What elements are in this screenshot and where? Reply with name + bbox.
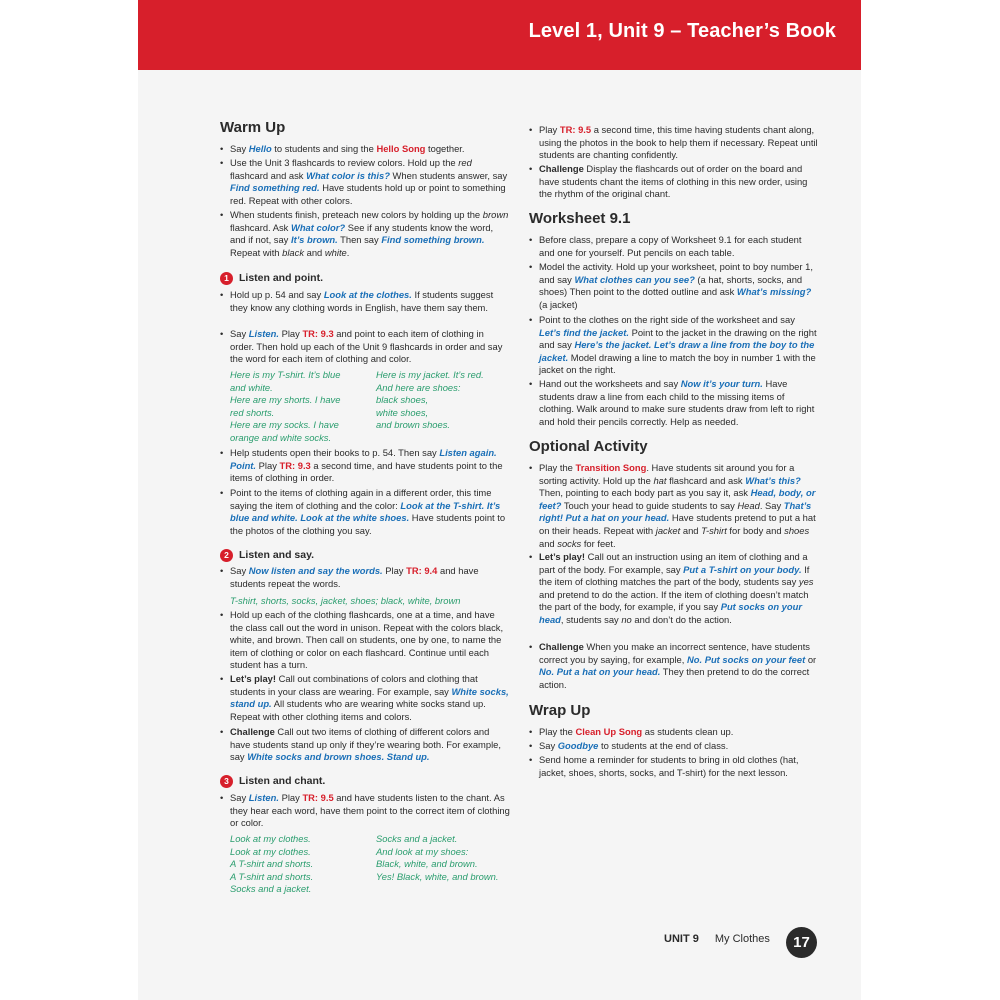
footer-unit-label: UNIT 9 (664, 933, 699, 945)
s2-bullet-1: • Say Now listen and say the words. Play TR: 9.4 and have students repeat the words. (220, 565, 510, 590)
section-2-heading: 2 Listen and say. (220, 549, 314, 562)
s3-chant-right: Socks and a jacket. And look at my shoes: Black, white, and brown. Yes! Black, white, and brown. (376, 833, 499, 882)
page-number-badge: 17 (786, 927, 817, 958)
header-banner (138, 0, 861, 70)
warmup-bullet-3: • When students finish, preteach new colors by holding up the brown flashcard. Ask What color? See if any students know the word, and if not, say It’s brown. Then say Find something brown. Repeat with black and white. (220, 209, 510, 259)
wrapup-heading: Wrap Up (529, 702, 591, 719)
s2-bullet-4: • Challenge Call out two items of clothing of different colors and have students stand up only if they’re wearing both. For example, say White socks and brown shoes. Stand up. (220, 726, 510, 764)
warmup-heading: Warm Up (220, 119, 286, 136)
s1-bullet-2: • Say Listen. Play TR: 9.3 and point to each item of clothing in order. Then hold up each of the Unit 9 flashcards in order and say the word for each item of clothing and color. (220, 328, 510, 366)
page-footer (664, 933, 810, 951)
section-number-badge: 2 (220, 549, 233, 562)
optional-bullet-1: • Play the Transition Song. Have students sit around you for a sorting activity. Hold up the hat flashcard and ask What’s this? Then, pointing to each body part as you say it, ask Head, body, or feet? Touch your head to guide students to say Head. Say That’s right! Put a hat on your head. Have students pretend to put a hat on their heads. Repeat with jacket and T-shirt for body and shoes and socks for feet. (529, 462, 819, 550)
section-number-badge: 3 (220, 775, 233, 788)
chant-bullet-1: • Play TR: 9.5 a second time, this time having students chant along, using the photos in the book to help them if necessary. Repeat until students are chanting confidently. (529, 124, 819, 162)
s2-bullet-2: • Hold up each of the clothing flashcards, one at a time, and have the class call out the word in unison. Repeat with the colors black, white, and brown. Then call on students, one by one, to name the item of clothing or color on each flashcard. Continue until each student has a turn. (220, 609, 510, 672)
s2-word-list: T-shirt, shorts, socks, jacket, shoes; black, white, brown (230, 595, 461, 606)
s3-chant-left: Look at my clothes. Look at my clothes. A T-shirt and shorts. A T-shirt and shorts. Socks and a jacket. (230, 833, 314, 895)
footer-unit-title: My Clothes (714, 933, 770, 945)
chant-bullet-2: • Challenge Display the flashcards out of order on the board and have students chant the items of clothing in this new order, using the rhythm of the original chant. (529, 163, 819, 201)
s2-bullet-3: • Let’s play! Call out combinations of colors and clothing that students in your class are wearing. For example, say White socks, stand up. All students who are wearing white socks stand up. Repeat with other clothing items and colors. (220, 673, 510, 723)
optional-heading: Optional Activity (529, 438, 648, 455)
worksheet-bullet-4: • Hand out the worksheets and say Now it’s your turn. Have students draw a line from each child to the missing items of clothing. Walk around to make sure students draw from left to right and hold their pencils correctly. Help as needed. (529, 378, 819, 428)
s1-bullet-1: • Hold up p. 54 and say Look at the clothes. If students suggest they know any clothing words in English, have them say them. (220, 289, 510, 314)
warmup-bullet-1: • Say Hello to students and sing the Hello Song together. (220, 143, 510, 156)
worksheet-heading: Worksheet 9.1 (529, 210, 631, 227)
s3-bullet-1: • Say Listen. Play TR: 9.5 and have students listen to the chant. As they hear each word, have them point to the correct item of clothing or color. (220, 792, 510, 830)
worksheet-bullet-3: • Point to the clothes on the right side of the worksheet and say Let’s find the jacket. Point to the jacket in the drawing on the right and say Here’s the jacket. Let’s draw a line from the boy to the jacket. Model drawing a line to match the boy in number 1 with the jacket on the right. (529, 314, 819, 377)
optional-bullet-3: • Challenge When you make an incorrect sentence, have students correct you by saying, for example, No. Put socks on your feet or No. Put a hat on your head. They then pretend to do the correct action. (529, 641, 819, 691)
s1-chant-left: Here is my T-shirt. It’s blue and white. Here are my shorts. I have red shorts. Here are my socks. I have orange and white socks. (230, 369, 341, 443)
section-1-heading: 1 Listen and point. (220, 272, 323, 285)
s1-bullet-3: • Help students open their books to p. 54. Then say Listen again. Point. Play TR: 9.3 a second time, and have students point to the items of clothing in order. (220, 447, 510, 485)
wrapup-bullet-1: • Play the Clean Up Song as students clean up. (529, 726, 819, 739)
section-3-heading: 3 Listen and chant. (220, 775, 325, 788)
s1-bullet-4: • Point to the items of clothing again in a different order, this time saying the item of clothing and the color: Look at the T-shirt. It’s blue and white. Look at the white shoes. Have students point to the photos of the clothing you say. (220, 487, 510, 537)
worksheet-bullet-2: • Model the activity. Hold up your worksheet, point to boy number 1, and say What clothes can you see? (a hat, shorts, socks, and shoes) Then point to the dotted outline and ask What’s missing? (a jacket) (529, 261, 819, 311)
wrapup-bullet-2: • Say Goodbye to students at the end of class. (529, 740, 819, 753)
page-title: Level 1, Unit 9 – Teacher’s Book (528, 20, 836, 42)
optional-bullet-2: • Let’s play! Call out an instruction using an item of clothing and a part of the body. For example, say Put a T-shirt on your body. If the item of clothing matches the part of the body, students say yes and pretend to do the action. If the item of clothing doesn’t match the part of the body, for example, if you say Put socks on your head, students say no and don’t do the action. (529, 551, 819, 627)
s1-chant-right: Here is my jacket. It’s red. And here are shoes: black shoes, white shoes, and brown shoes. (376, 369, 484, 431)
wrapup-bullet-3: • Send home a reminder for students to bring in old clothes (hat, jacket, shoes, shorts, socks, and T-shirt) for the next lesson. (529, 754, 819, 779)
warmup-bullet-2: • Use the Unit 3 flashcards to review colors. Hold up the red flashcard and ask What color is this? When students answer, say Find something red. Have students hold up or point to something red. Repeat with other colors. (220, 157, 510, 207)
worksheet-bullet-1: • Before class, prepare a copy of Worksheet 9.1 for each student and one for yourself. Put pencils on each table. (529, 234, 819, 259)
section-number-badge: 1 (220, 272, 233, 285)
